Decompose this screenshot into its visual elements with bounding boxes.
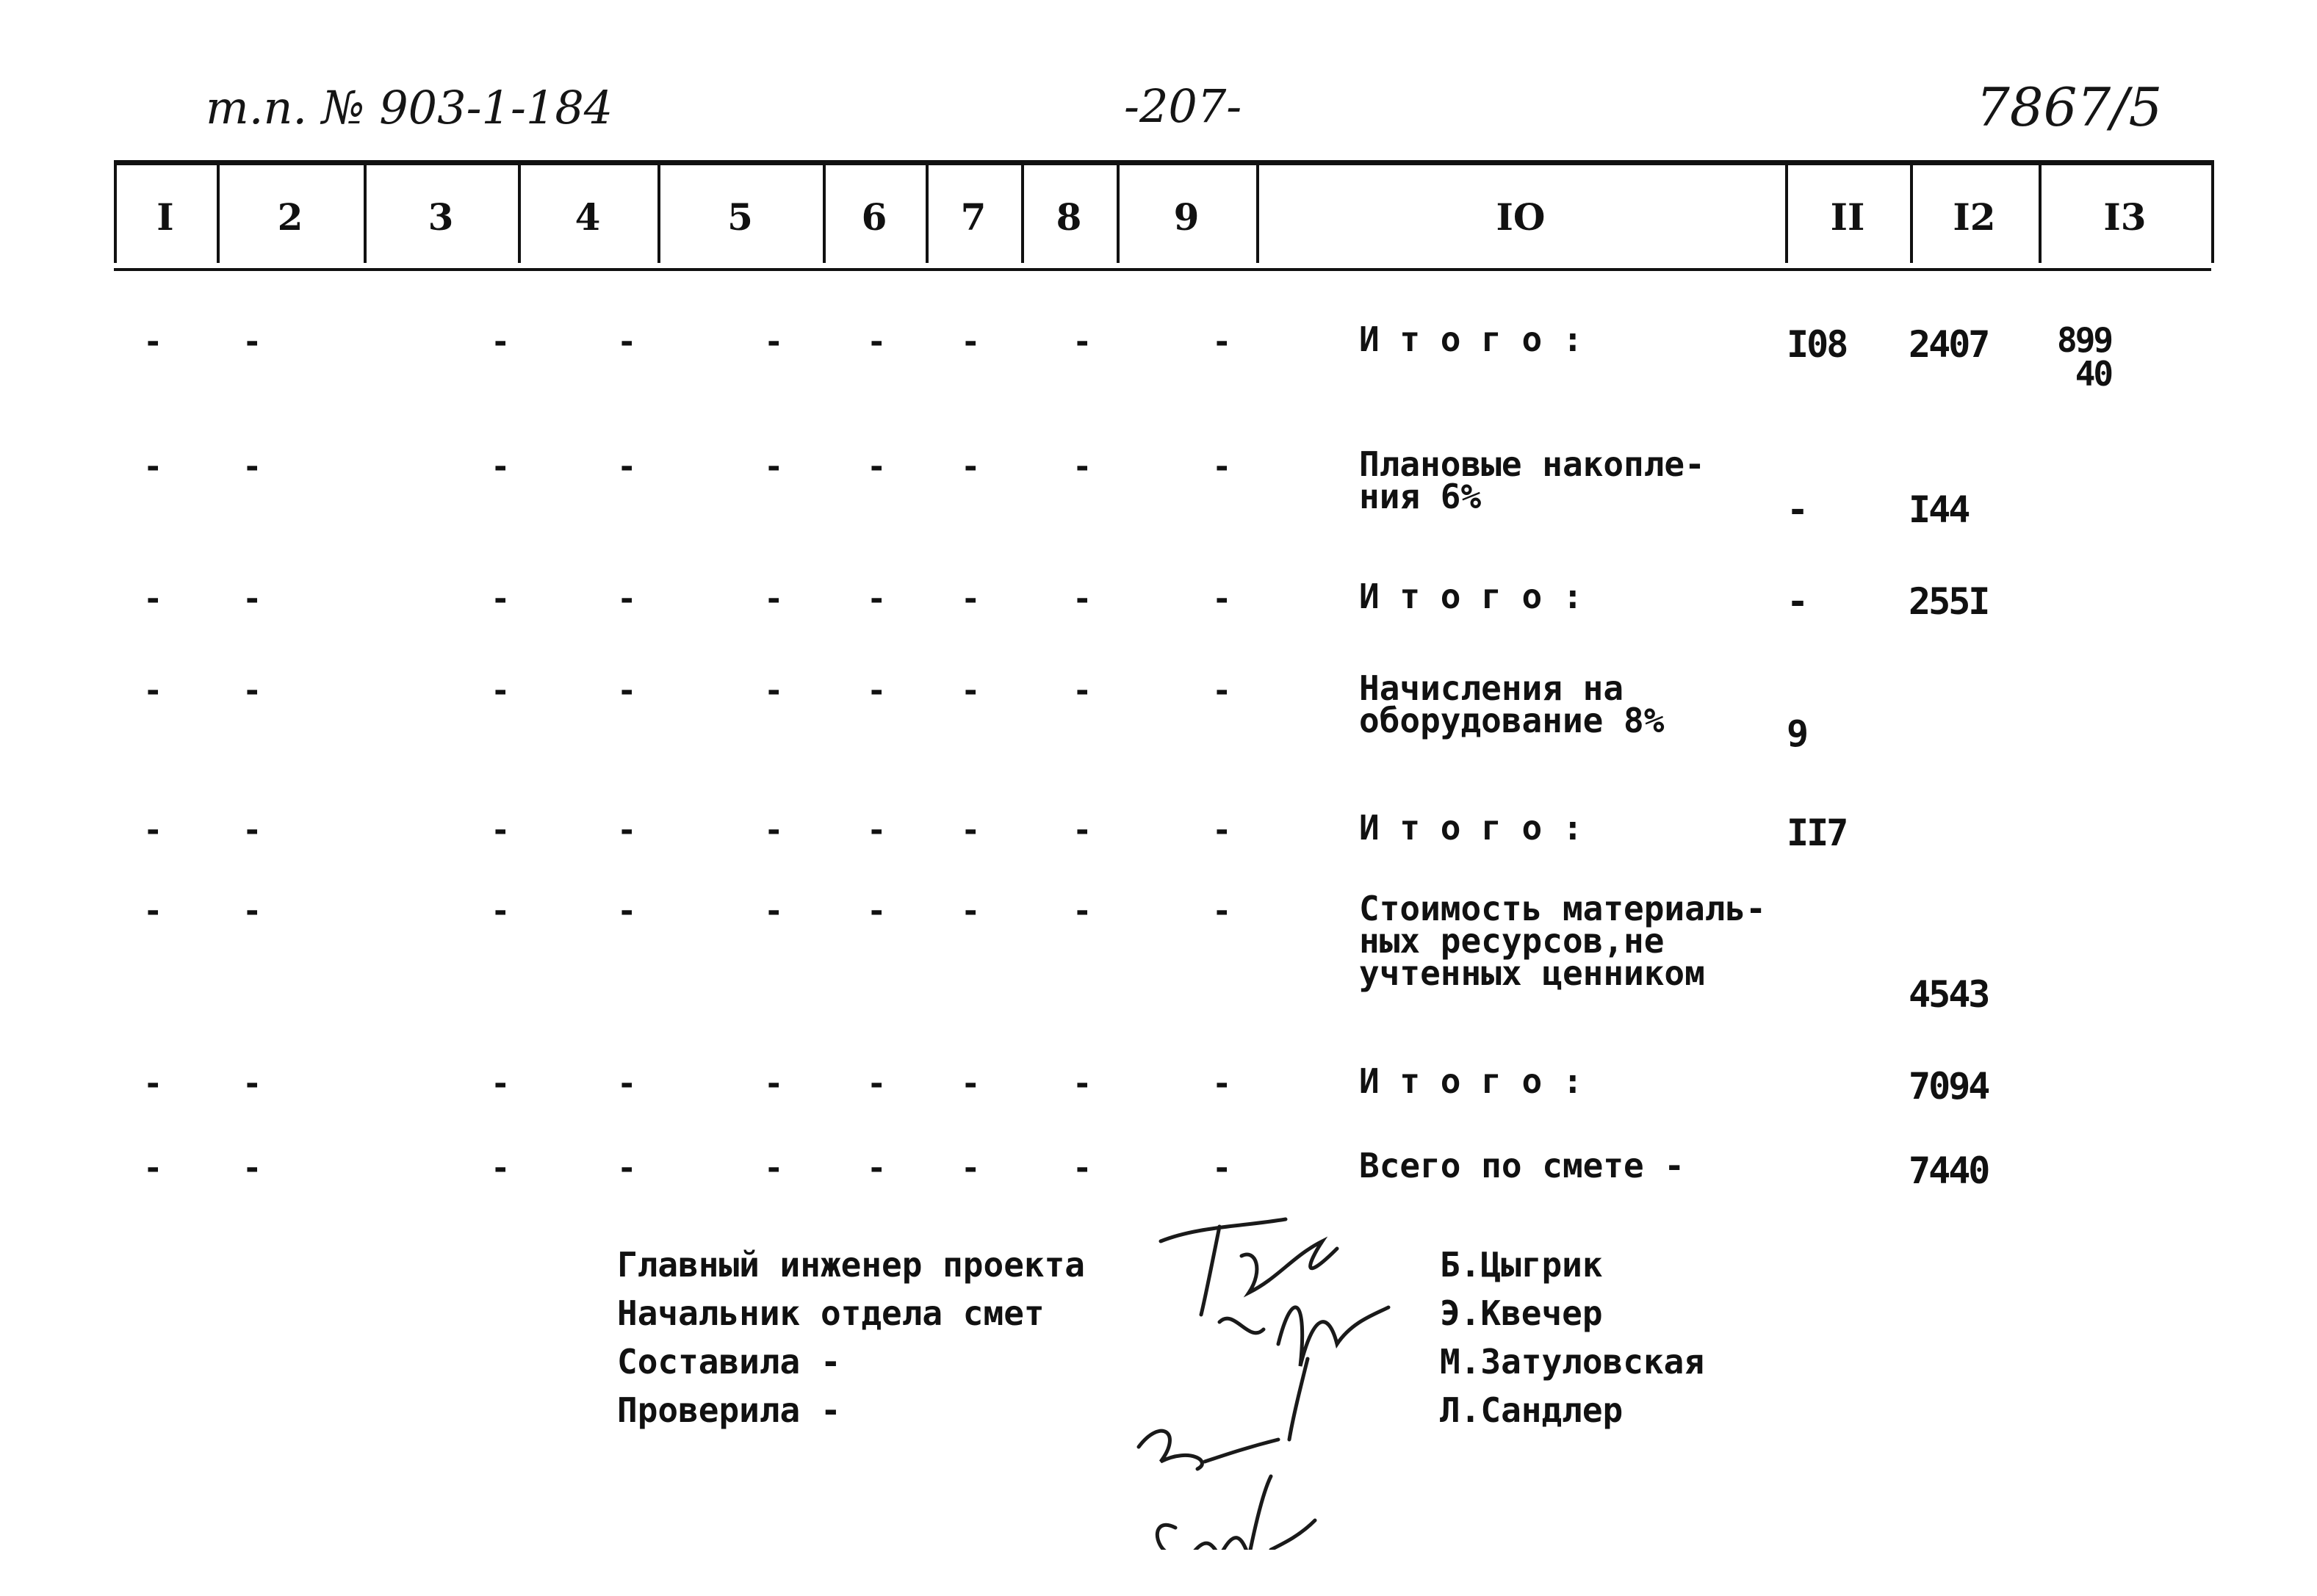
empty-cell-dash: - [867, 580, 887, 618]
column-divider [1117, 160, 1120, 263]
sheet-number-handwritten: 7867/5 [1976, 76, 2163, 138]
empty-cell-dash: - [242, 580, 262, 618]
row-label: И т о г о : [1359, 808, 1583, 848]
empty-cell-dash: - [143, 323, 163, 361]
empty-cell-dash: - [764, 812, 784, 849]
signatory-name: М.Затуловская [1440, 1342, 1705, 1382]
column-divider [926, 160, 929, 263]
empty-cell-dash: - [1073, 1065, 1092, 1102]
empty-cell-dash: - [867, 1149, 887, 1187]
column-header-row [114, 160, 2211, 271]
empty-cell-dash: - [1212, 812, 1232, 849]
empty-cell-dash: - [143, 812, 163, 849]
empty-cell-dash: - [491, 1149, 511, 1187]
empty-cell-dash: - [867, 672, 887, 709]
column-header-cell: I3 [2103, 195, 2147, 239]
empty-cell-dash: - [764, 672, 784, 709]
empty-cell-dash: - [867, 448, 887, 485]
empty-cell-dash: - [1073, 672, 1092, 709]
empty-cell-dash: - [617, 323, 637, 361]
row-label: Стоимость материаль- ных ресурсов,не учтенных ценником [1359, 889, 1766, 993]
empty-cell-dash: - [617, 812, 637, 849]
column-header-cell: 7 [960, 195, 987, 239]
handwritten-signatures-image [1131, 1197, 1410, 1550]
empty-cell-dash: - [764, 448, 784, 485]
signatory-name: Б.Цыгрик [1440, 1245, 1603, 1285]
row-label: И т о г о : [1359, 577, 1583, 616]
empty-cell-dash: - [617, 1065, 637, 1102]
column-divider [2211, 160, 2214, 263]
empty-cell-dash: - [617, 580, 637, 618]
value-column-12: 4543 [1909, 973, 1989, 1016]
value-column-11: 9 [1787, 712, 1807, 755]
empty-cell-dash: - [961, 892, 981, 930]
column-divider [518, 160, 521, 263]
empty-cell-dash: - [961, 323, 981, 361]
empty-cell-dash: - [1073, 812, 1092, 849]
column-header-cell: 2 [277, 195, 303, 239]
value-column-11: - [1787, 488, 1807, 531]
empty-cell-dash: - [867, 812, 887, 849]
column-header-cell: 4 [574, 195, 601, 239]
column-divider [1021, 160, 1024, 263]
empty-cell-dash: - [961, 1065, 981, 1102]
column-header-cell: 3 [428, 195, 454, 239]
column-divider [657, 160, 660, 263]
column-header-cell: I [156, 195, 174, 239]
value-column-12: I44 [1909, 488, 1969, 531]
empty-cell-dash: - [617, 892, 637, 930]
empty-cell-dash: - [961, 1149, 981, 1187]
empty-cell-dash: - [242, 1065, 262, 1102]
empty-cell-dash: - [617, 1149, 637, 1187]
empty-cell-dash: - [764, 580, 784, 618]
signature-title: Составила - [617, 1342, 841, 1382]
page-number: -207- [1124, 79, 1242, 133]
empty-cell-dash: - [143, 892, 163, 930]
empty-cell-dash: - [1212, 323, 1232, 361]
empty-cell-dash: - [242, 812, 262, 849]
column-header-cell: 5 [727, 195, 753, 239]
value-column-11: I08 [1787, 323, 1847, 366]
signature-title: Начальник отдела смет [617, 1293, 1045, 1333]
empty-cell-dash: - [242, 448, 262, 485]
column-header-cell: 6 [861, 195, 887, 239]
value-column-12: 2407 [1909, 323, 1989, 366]
empty-cell-dash: - [491, 892, 511, 930]
signatory-name: Э.Квечер [1440, 1293, 1603, 1333]
value-column-11: - [1787, 580, 1807, 623]
empty-cell-dash: - [242, 1149, 262, 1187]
signature-title: Проверила - [617, 1390, 841, 1430]
empty-cell-dash: - [1212, 1065, 1232, 1102]
empty-cell-dash: - [1073, 448, 1092, 485]
column-header-cell: 9 [1173, 195, 1200, 239]
empty-cell-dash: - [143, 448, 163, 485]
signatory-name: Л.Сандлер [1440, 1390, 1624, 1430]
row-label: Начисления на оборудование 8% [1359, 668, 1665, 740]
signature-title: Главный инженер проекта [617, 1245, 1085, 1285]
empty-cell-dash: - [491, 672, 511, 709]
column-divider [1256, 160, 1259, 263]
empty-cell-dash: - [491, 580, 511, 618]
empty-cell-dash: - [1212, 580, 1232, 618]
empty-cell-dash: - [242, 892, 262, 930]
row-label: Плановые накопле- ния 6% [1359, 444, 1705, 516]
column-divider [823, 160, 826, 263]
empty-cell-dash: - [961, 672, 981, 709]
empty-cell-dash: - [491, 448, 511, 485]
column-divider [217, 160, 220, 263]
row-label: И т о г о : [1359, 319, 1583, 359]
column-divider [1910, 160, 1913, 263]
empty-cell-dash: - [961, 448, 981, 485]
row-label: И т о г о : [1359, 1061, 1583, 1101]
empty-cell-dash: - [867, 1065, 887, 1102]
value-column-13: 899 40 [2057, 320, 2112, 394]
empty-cell-dash: - [491, 323, 511, 361]
column-divider [1785, 160, 1788, 263]
empty-cell-dash: - [1212, 892, 1232, 930]
empty-cell-dash: - [242, 672, 262, 709]
empty-cell-dash: - [143, 1065, 163, 1102]
empty-cell-dash: - [764, 1065, 784, 1102]
row-label: Всего по смете - [1359, 1146, 1685, 1185]
empty-cell-dash: - [617, 448, 637, 485]
column-divider [2039, 160, 2042, 263]
empty-cell-dash: - [867, 323, 887, 361]
empty-cell-dash: - [491, 1065, 511, 1102]
empty-cell-dash: - [764, 892, 784, 930]
empty-cell-dash: - [764, 323, 784, 361]
column-header-cell: I2 [1953, 195, 1996, 239]
empty-cell-dash: - [1212, 672, 1232, 709]
value-column-12: 7440 [1909, 1149, 1989, 1192]
column-divider [364, 160, 367, 263]
empty-cell-dash: - [1073, 1149, 1092, 1187]
empty-cell-dash: - [1073, 580, 1092, 618]
column-header-cell: IO [1496, 195, 1546, 239]
empty-cell-dash: - [491, 812, 511, 849]
column-header-cell: II [1830, 195, 1865, 239]
empty-cell-dash: - [1073, 892, 1092, 930]
value-column-12: 255I [1909, 580, 1989, 623]
column-header-cell: 8 [1056, 195, 1082, 239]
empty-cell-dash: - [764, 1149, 784, 1187]
empty-cell-dash: - [1212, 1149, 1232, 1187]
empty-cell-dash: - [961, 812, 981, 849]
value-column-12: 7094 [1909, 1065, 1989, 1108]
empty-cell-dash: - [1073, 323, 1092, 361]
empty-cell-dash: - [867, 892, 887, 930]
empty-cell-dash: - [143, 672, 163, 709]
empty-cell-dash: - [143, 580, 163, 618]
empty-cell-dash: - [242, 323, 262, 361]
value-column-11: II7 [1787, 812, 1847, 854]
empty-cell-dash: - [617, 672, 637, 709]
empty-cell-dash: - [961, 580, 981, 618]
empty-cell-dash: - [143, 1149, 163, 1187]
document-number-handwritten: т.п. № 903-1-184 [206, 81, 613, 134]
column-divider [114, 160, 117, 263]
empty-cell-dash: - [1212, 448, 1232, 485]
